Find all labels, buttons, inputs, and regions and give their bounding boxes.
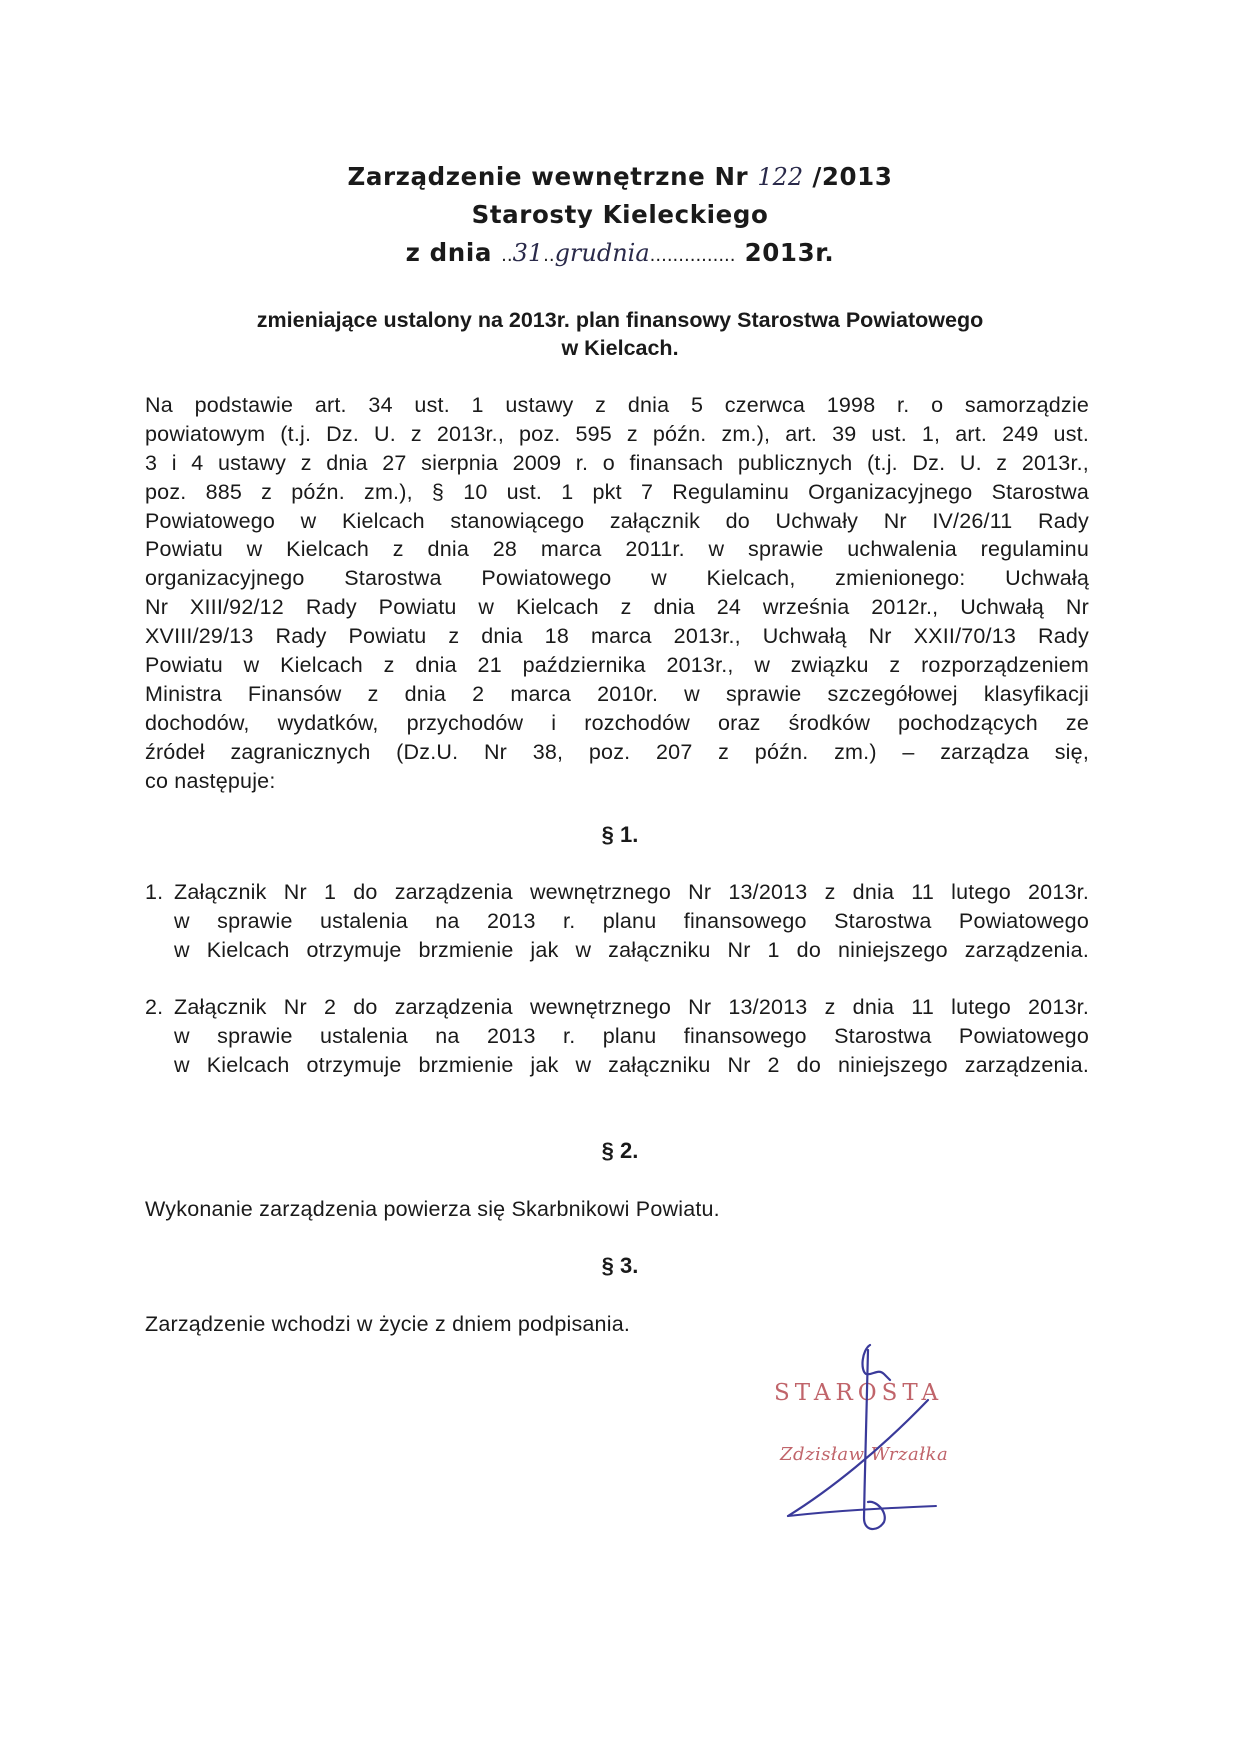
preamble-line: Ministra Finansów z dnia 2 marca 2010r. w sprawie szczegółowej klasyfikacji bbox=[145, 681, 1089, 706]
preamble-line: poz. 885 z późn. zm.), § 10 ust. 1 pkt 7 Regulaminu Organizacyjnego Starostwa bbox=[145, 479, 1089, 504]
preamble-line: dochodów, wydatków, przychodów i rozchodów oraz środków pochodzących ze bbox=[145, 710, 1089, 735]
list-item bbox=[145, 993, 1089, 1080]
date-prefix: z dnia bbox=[405, 238, 492, 267]
list-item-line: w sprawie ustalenia na 2013 r. planu finansowego Starostwa Powiatowego bbox=[174, 1023, 1089, 1048]
preamble-line: Powiatu w Kielcach z dnia 21 października 2013r., w związku z rozporządzeniem bbox=[145, 653, 1089, 678]
section-2-text: Wykonanie zarządzenia powierza się Skarbnikowi Powiatu. bbox=[145, 1197, 720, 1221]
preamble-line: organizacyjnego Starostwa Powiatowego w Kielcach, zmienionego: Uchwałą bbox=[145, 566, 1089, 591]
document-title bbox=[0, 162, 1240, 191]
stamp-title: STAROSTA bbox=[774, 1380, 944, 1406]
list-item-line: Załącznik Nr 2 do zarządzenia wewnętrznego Nr 13/2013 z dnia 11 lutego 2013r. bbox=[174, 995, 1089, 1019]
preamble-line: Nr XIII/92/12 Rady Powiatu w Kielcach z dnia 24 września 2012r., Uchwałą Nr bbox=[145, 595, 1089, 620]
list-item bbox=[145, 878, 1089, 965]
preamble-line: Powiatu w Kielcach z dnia 28 marca 2011r. w sprawie uchwalenia regulaminu bbox=[145, 537, 1089, 562]
preamble-line: XVIII/29/13 Rady Powiatu z dnia 18 marca 2013r., Uchwałą Nr XXII/70/13 Rady bbox=[145, 624, 1089, 649]
title-prefix: Zarządzenie wewnętrzne Nr bbox=[347, 162, 749, 191]
date-line: z dnia ..31..grudnia............... 2013r. bbox=[405, 238, 835, 267]
date-suffix: 2013r. bbox=[744, 238, 835, 267]
handwritten-month: grudnia bbox=[554, 239, 650, 267]
title-suffix: /2013 bbox=[812, 162, 893, 191]
list-item-line: w Kielcach otrzymuje brzmienie jak w załączniku Nr 2 do niniejszego zarządzenia. bbox=[174, 1052, 1089, 1077]
issuer-line: Starosty Kieleckiego bbox=[471, 200, 769, 229]
subtitle-line: zmieniające ustalony na 2013r. plan finansowy Starostwa Powiatowego bbox=[256, 308, 984, 332]
preamble-line: źródeł zagranicznych (Dz.U. Nr 38, poz. 207 z późn. zm.) – zarządza się, bbox=[145, 739, 1089, 764]
stamp-name: Zdzisław Wrzałka bbox=[780, 1444, 949, 1465]
handwritten-day: 31 bbox=[512, 239, 544, 267]
official-stamp bbox=[750, 1340, 1010, 1540]
preamble-line: 3 i 4 ustawy z dnia 27 sierpnia 2009 r. o finansach publicznych (t.j. Dz. U. z 2013r., bbox=[145, 450, 1089, 475]
handwritten-signature bbox=[750, 1340, 1010, 1540]
list-item-number: 1. bbox=[145, 880, 164, 904]
handwritten-number: 122 bbox=[757, 163, 804, 191]
preamble bbox=[145, 391, 1089, 795]
document-subtitle bbox=[150, 306, 1090, 362]
section-1-mark: § 1. bbox=[601, 822, 639, 847]
list-item-line: w sprawie ustalenia na 2013 r. planu finansowego Starostwa Powiatowego bbox=[174, 908, 1089, 933]
list-item-number: 2. bbox=[145, 995, 164, 1019]
list-item-line: w Kielcach otrzymuje brzmienie jak w załączniku Nr 1 do niniejszego zarządzenia. bbox=[174, 937, 1089, 962]
preamble-line: Powiatowego w Kielcach stanowiącego załącznik do Uchwały Nr IV/26/11 Rady bbox=[145, 508, 1089, 533]
preamble-line: powiatowym (t.j. Dz. U. z 2013r., poz. 595 z późn. zm.), art. 39 ust. 1, art. 249 ust. bbox=[145, 421, 1089, 446]
list-item-line: Załącznik Nr 1 do zarządzenia wewnętrznego Nr 13/2013 z dnia 11 lutego 2013r. bbox=[174, 880, 1089, 904]
section-3-text: Zarządzenie wchodzi w życie z dniem podpisania. bbox=[145, 1312, 631, 1336]
subtitle-line: w Kielcach. bbox=[561, 336, 679, 360]
section-2-mark: § 2. bbox=[601, 1138, 639, 1163]
preamble-line: co następuje: bbox=[145, 768, 276, 793]
preamble-line: Na podstawie art. 34 ust. 1 ustawy z dnia 5 czerwca 1998 r. o samorządzie bbox=[145, 393, 1089, 417]
section-3-mark: § 3. bbox=[601, 1253, 639, 1278]
